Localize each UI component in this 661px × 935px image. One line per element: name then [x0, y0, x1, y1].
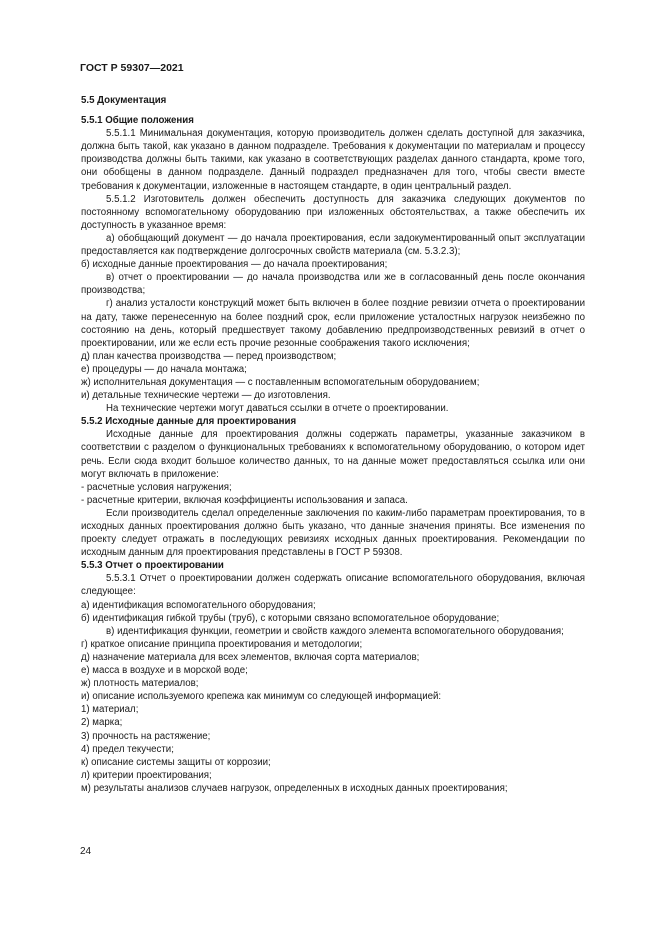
list-item: ж) исполнительная документация — с поставленным вспомогательным оборудованием; [81, 376, 480, 388]
dash-item: - расчетные условия нагружения; [81, 481, 232, 493]
subsection-title-5-5-1: 5.5.1 Общие положения [81, 115, 194, 127]
list-item: б) исходные данные проектирования — до начала проектирования; [81, 259, 388, 271]
dash-item: - расчетные критерии, включая коэффициенты использования и запаса. [81, 494, 408, 506]
list-item: и) описание используемого крепежа как минимум со следующей информацией: [81, 691, 442, 703]
paragraph-5-5-1-1: 5.5.1.1 Минимальная документация, которую производитель должен сделать доступной для заказчика, должна быть такой, как указано в данном подразделе. Требования к документации по материалам и процессу производства должны быть такими, как указано в соответствующих разделах данного стандарта, кроме того, они обобщены в данном подразделе. Данный подраздел предназначен для того, чтобы свести вместе требования к документации, изложенные в настоящем стандарте, в один центральный раздел. [81, 128, 585, 192]
list-item: и) детальные технические чертежи — до изготовления. [81, 390, 331, 402]
list-item: к) описание системы защиты от коррозии; [81, 756, 271, 768]
list-item: в) идентификация функции, геометрии и свойств каждого элемента вспомогательного оборудования; [106, 625, 564, 637]
sub-list-item: 4) предел текучести; [81, 743, 174, 755]
list-item: б) идентификация гибкой трубы (труб), с которыми связано вспомогательное оборудование; [81, 612, 500, 624]
subsection-title-5-5-3: 5.5.3 Отчет о проектировании [81, 560, 224, 572]
note-paragraph: На технические чертежи могут даваться ссылки в отчете о проектировании. [106, 403, 449, 415]
sub-list-item: 1) материал; [81, 704, 139, 716]
paragraph-5-5-3-1: 5.5.3.1 Отчет о проектировании должен содержать описание вспомогательного оборудования, включая следующее: [81, 573, 585, 598]
list-item: е) масса в воздухе и в морской воде; [81, 665, 248, 677]
standard-header: ГОСТ Р 59307—2021 [80, 62, 184, 74]
list-item: е) процедуры — до начала монтажа; [81, 363, 247, 375]
page-number: 24 [80, 846, 92, 857]
section-title: 5.5 Документация [81, 95, 167, 106]
page-content [81, 94, 585, 795]
paragraph-5-5-2-1: Исходные данные для проектирования должны содержать параметры, указанные заказчиком в соответствии с разделом о функциональных требованиях к вспомогательному оборудованию, о котором идет речь. Если сюда входит большое количество данных, то на данные может предоставляться ссылка или они могут включать в приложение: [81, 429, 585, 480]
list-item: г) анализ усталости конструкций может быть включен в более поздние ревизии отчета о проектировании на дату, также перенесенную на более поздний срок, если приложение усталостных нагрузок неизбежно по состоянию на день, который предшествует такому добавлению предпроизводственных ревизий в отчет о проектировании, или же если есть прочие резонные соображения такого исключения; [81, 298, 585, 349]
list-item: д) план качества производства — перед производством; [81, 350, 337, 362]
subsection-title-5-5-2: 5.5.2 Исходные данные для проектирования [81, 416, 297, 428]
sub-list-item: 3) прочность на растяжение; [81, 730, 211, 742]
paragraph-5-5-1-2: 5.5.1.2 Изготовитель должен обеспечить доступность для заказчика следующих документов по постоянному вспомогательному оборудованию при изложенных обстоятельствах, а также обеспечить их доступность в указанное время: [81, 193, 585, 231]
list-item: ж) плотность материалов; [81, 678, 199, 690]
list-item: л) критерии проектирования; [81, 769, 212, 781]
list-item: а) идентификация вспомогательного оборудования; [81, 599, 316, 611]
list-item: г) краткое описание принципа проектирования и методологии; [81, 638, 363, 650]
paragraph-5-5-2-2: Если производитель сделал определенные заключения по каким-либо параметрам проектирования, то в исходных данных проектирования должно быть указано, что данные значения приняты. Все изменения по проекту следует отражать в последующих ревизиях исходных данных проектирования. Рекомендации по исходным данным для проектирования представлены в ГОСТ Р 59308. [81, 507, 585, 559]
list-item: а) обобщающий документ — до начала проектирования, если задокументированный опыт эксплуатации предоставляется как подтверждение долгосрочных свойств материала (см. 5.3.2.3); [81, 232, 585, 258]
sub-list-item: 2) марка; [81, 717, 123, 729]
list-item: д) назначение материала для всех элементов, включая сорта материалов; [81, 651, 420, 663]
list-item: в) отчет о проектировании — до начала производства или же в согласованный день после окончания производства; [81, 272, 585, 297]
list-item: м) результаты анализов случаев нагрузок, определенных в исходных данных проектирования; [81, 782, 508, 794]
